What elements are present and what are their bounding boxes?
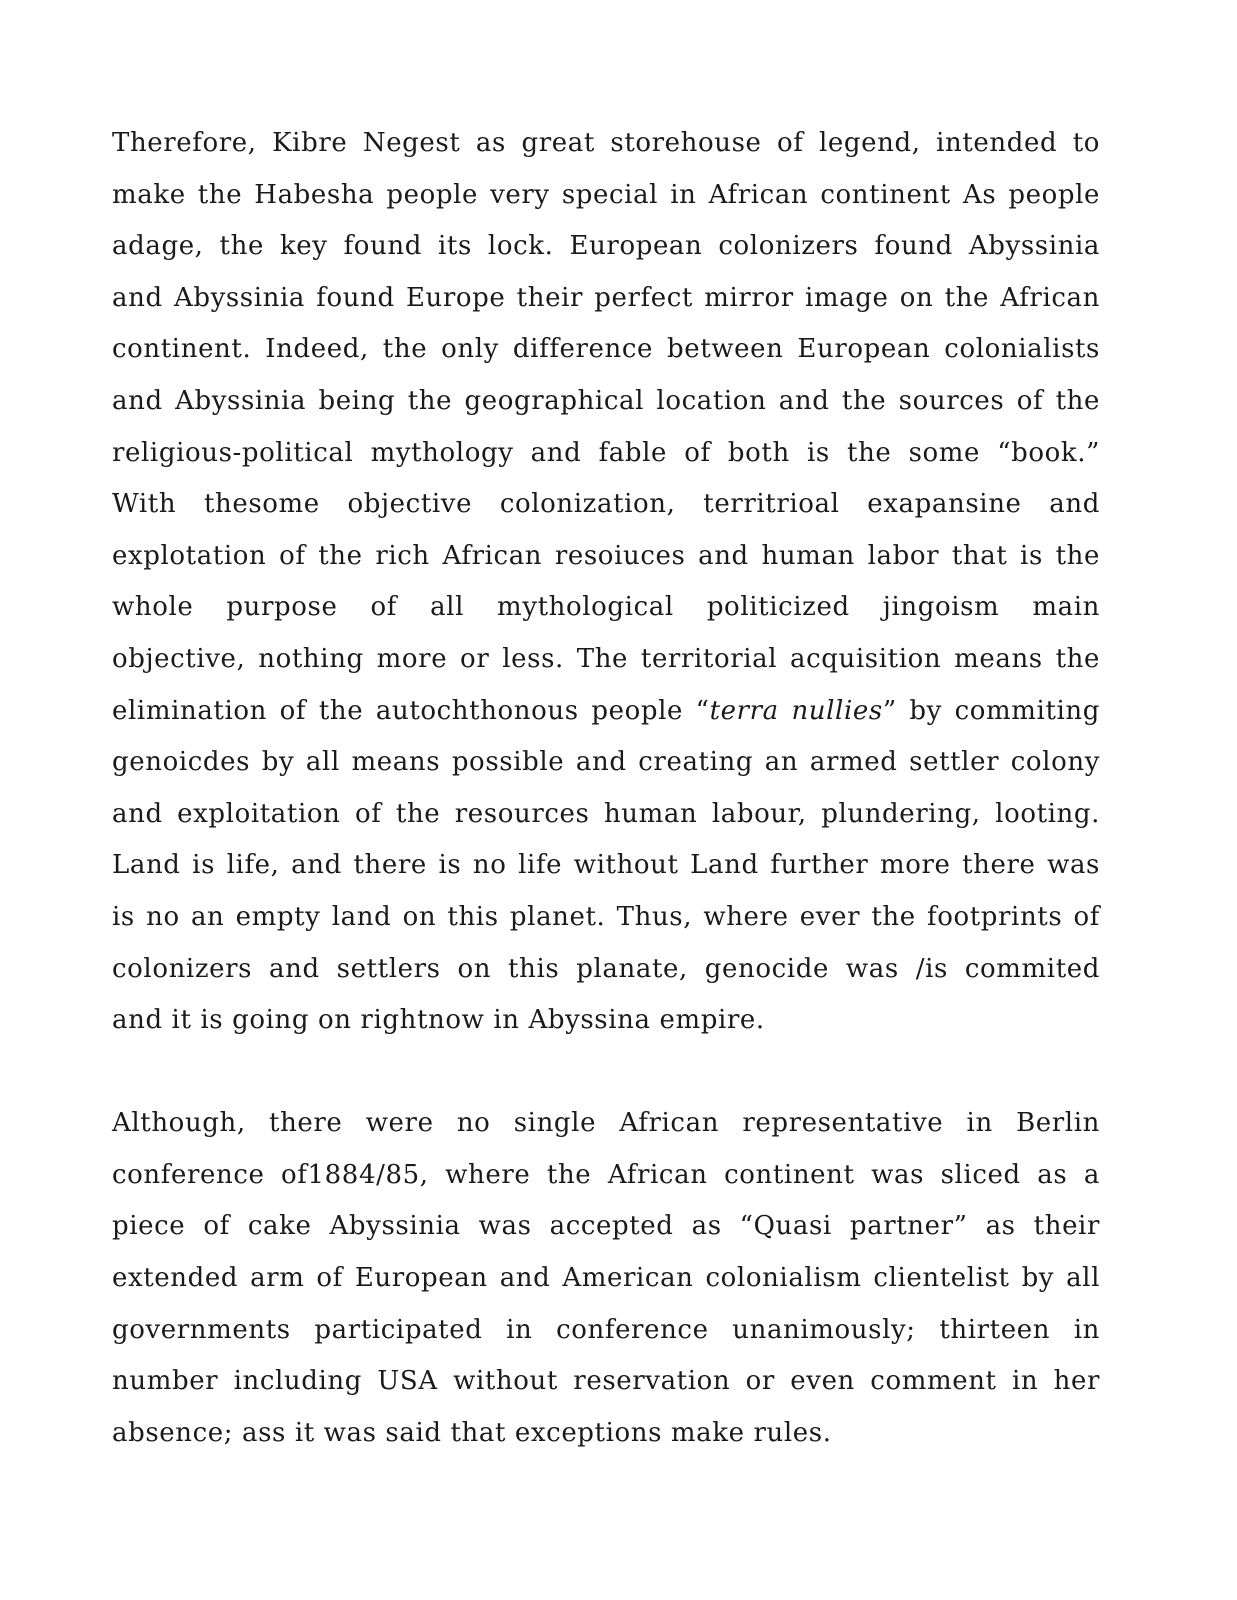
text-line: absence; ass it was said that exceptions make rules. — [112, 1417, 832, 1448]
text-line: Land is life, and there is no life without Land further more there was — [112, 850, 1100, 881]
text-line: and Abyssinia being the geographical location and the sources of the — [112, 385, 1100, 416]
paragraph-2 — [112, 1098, 1100, 1459]
document-page — [112, 118, 1100, 1459]
text-line: colonizers and settlers on this planate, genocide was /is commited — [112, 953, 1100, 984]
text-line: Therefore, Kibre Negest as great storehouse of legend, intended to — [112, 128, 1100, 158]
text-line: religious-political mythology and fable of both is the some “book.” — [112, 437, 1100, 468]
text-line: extended arm of European and American colonialism clientelist by all — [112, 1263, 1100, 1294]
text-line: Although, there were no single African representative in Berlin — [112, 1108, 1100, 1139]
text-line: piece of cake Abyssinia was accepted as “Quasi partner” as their — [112, 1211, 1100, 1242]
italic-term: terra nullies — [709, 695, 883, 726]
text-line: With thesome objective colonization, territrioal exapansine and — [112, 489, 1100, 520]
text-line: make the Habesha people very special in African continent As people — [112, 179, 1100, 210]
text-segment: elimination of the autochthonous people “ — [112, 695, 710, 726]
text-line: and it is going on rightnow in Abyssina empire. — [112, 1005, 765, 1036]
paragraph-1 — [112, 118, 1100, 1047]
text-line: and exploitation of the resources human labour, plundering, looting. — [112, 798, 1100, 829]
text-line: objective, nothing more or less. The territorial acquisition means the — [112, 643, 1100, 674]
text-line: genoicdes by all means possible and creating an armed settler colony — [112, 747, 1100, 778]
text-line: number including USA without reservation or even comment in her — [112, 1366, 1100, 1397]
text-line: and Abyssinia found Europe their perfect mirror image on the African — [112, 282, 1100, 313]
text-line: is no an empty land on this planet. Thus, where ever the footprints of — [112, 901, 1100, 932]
text-line: whole purpose of all mythological politicized jingoism main — [112, 592, 1100, 623]
text-line: adage, the key found its lock. European colonizers found Abyssinia — [112, 231, 1100, 262]
text-segment: ” by commiting — [882, 695, 1101, 726]
text-line: governments participated in conference unanimously; thirteen in — [112, 1314, 1100, 1345]
text-line: conference of1884/85, where the African continent was sliced as a — [112, 1159, 1100, 1190]
text-line-with-italic — [112, 686, 1100, 738]
text-line: continent. Indeed, the only difference between European colonialists — [112, 334, 1100, 365]
text-line: explotation of the rich African resoiuces and human labor that is the — [112, 540, 1100, 571]
